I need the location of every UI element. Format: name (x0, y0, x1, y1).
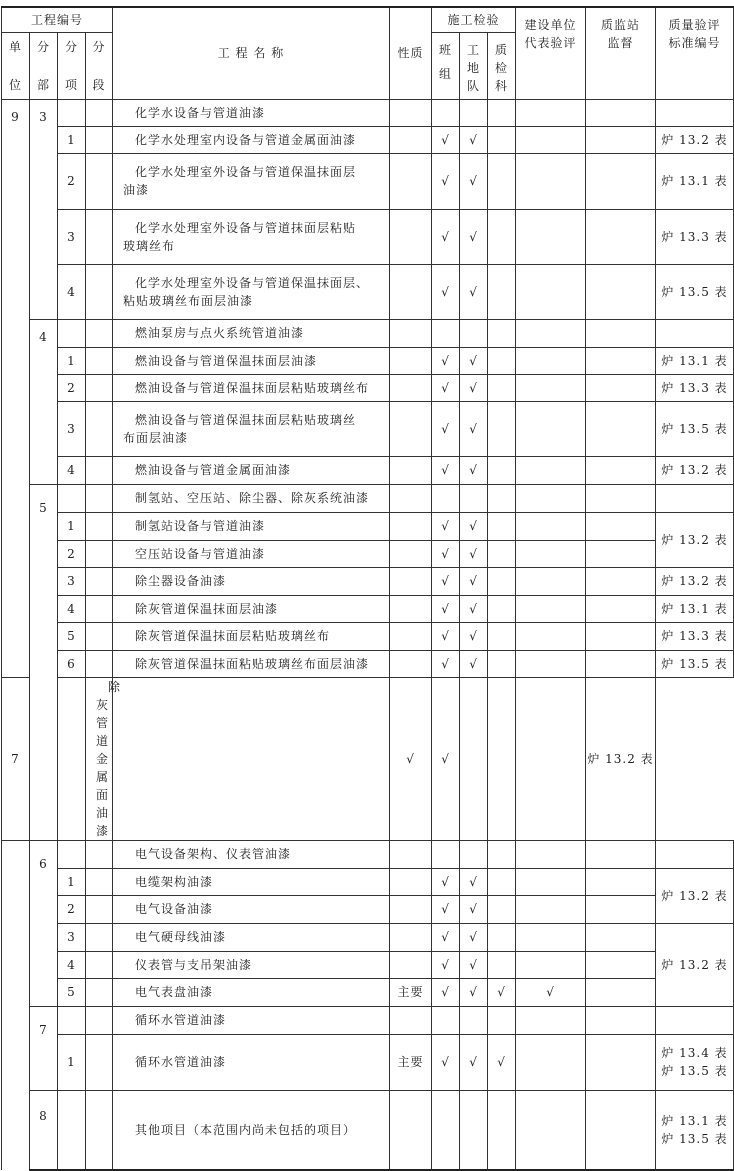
division-number: 4 (30, 319, 58, 484)
check-mark: √ (460, 951, 488, 978)
check-mark: √ (432, 895, 460, 923)
header-quality-dept: 质 检 科 (488, 32, 516, 99)
item-number: 5 (58, 622, 86, 650)
item-name: 空压站设备与管道油漆 (113, 540, 390, 567)
item-number: 4 (58, 595, 86, 622)
standard-number: 炉 13.3 表 (656, 209, 734, 264)
check-mark: √ (460, 868, 488, 895)
item-number: 6 (58, 650, 86, 677)
check-mark: √ (390, 677, 432, 840)
check-mark: √ (460, 1034, 488, 1090)
standard-number: 炉 13.2 表 (656, 567, 734, 595)
standard-number: 炉 13.2 表 (656, 512, 734, 567)
item-number: 5 (58, 978, 86, 1006)
division-number: 5 (30, 484, 58, 840)
item-name: 除灰管道保温抹面层油漆 (113, 595, 390, 622)
item-name: 仪表管与支吊架油漆 (113, 951, 390, 978)
item-name: 电气表盘油漆 (113, 978, 390, 1006)
item-number: 4 (58, 264, 86, 319)
item-name: 电缆架构油漆 (113, 868, 390, 895)
check-mark: √ (460, 540, 488, 567)
check-mark: √ (460, 209, 488, 264)
check-mark: √ (516, 978, 586, 1006)
header-division: 分 部 (30, 32, 58, 99)
check-mark: √ (432, 264, 460, 319)
header-project-name: 工 程 名 称 (113, 7, 390, 99)
check-mark: √ (460, 347, 488, 374)
check-mark: √ (488, 1034, 516, 1090)
header-item: 分 项 (58, 32, 86, 99)
check-mark: √ (432, 540, 460, 567)
header-standard-number: 质量验评 标准编号 (656, 7, 734, 99)
standard-number: 炉 13.2 表 (656, 456, 734, 484)
division-number: 7 (30, 1006, 58, 1090)
standard-number: 炉 13.2 表 (586, 677, 656, 840)
header-site-crew: 工 地 队 (460, 32, 488, 99)
division-number: 8 (30, 1090, 58, 1170)
check-mark: √ (460, 567, 488, 595)
standard-number: 炉 13.2 表 (656, 126, 734, 153)
item-name: 循环水管道油漆 (113, 1034, 390, 1090)
check-mark: √ (460, 374, 488, 401)
item-name: 除灰管道保温抹面层粘贴玻璃丝布 (113, 622, 390, 650)
check-mark: √ (460, 512, 488, 540)
check-mark: √ (432, 126, 460, 153)
check-mark: √ (460, 595, 488, 622)
check-mark: √ (460, 456, 488, 484)
check-mark: √ (460, 895, 488, 923)
header-unit: 单 位 (2, 32, 30, 99)
item-name: 除灰管道保温抹面粘贴玻璃丝布面层油漆 (113, 650, 390, 677)
item-name: 燃油设备与管道保温抹面层油漆 (113, 347, 390, 374)
item-number: 3 (58, 567, 86, 595)
check-mark: √ (432, 374, 460, 401)
unit-number: 9 (2, 99, 30, 677)
item-name: 燃油设备与管道金属面油漆 (113, 456, 390, 484)
check-mark: √ (460, 153, 488, 209)
item-number: 2 (58, 895, 86, 923)
check-mark: √ (488, 978, 516, 1006)
division-number: 6 (30, 840, 58, 1006)
check-mark: √ (432, 595, 460, 622)
standard-number: 炉 13.2 表 (656, 923, 734, 1006)
standard-number: 炉 13.3 表 (656, 622, 734, 650)
check-mark: √ (432, 567, 460, 595)
check-mark: √ (432, 401, 460, 456)
quality-standard-table (1, 6, 734, 1171)
item-number: 4 (58, 456, 86, 484)
check-mark: √ (432, 923, 460, 951)
header-owner-rep: 建设单位 代表验评 (516, 7, 586, 99)
group-title: 化学水设备与管道油漆 (113, 99, 390, 126)
group-title: 其他项目（本范围内尚未包括的项目） (113, 1090, 390, 1170)
standard-number: 炉 13.5 表 (656, 401, 734, 456)
item-name: 化学水处理室外设备与管道保温抹面层、 粘贴玻璃丝布面层油漆 (113, 264, 390, 319)
item-name: 燃油设备与管道保温抹面层粘贴玻璃丝 布面层油漆 (113, 401, 390, 456)
item-name: 化学水处理室外设备与管道抹面层粘贴 玻璃丝布 (113, 209, 390, 264)
item-name: 除灰管道金属面油漆 (86, 677, 113, 840)
nature-major: 主要 (390, 1034, 432, 1090)
check-mark: √ (460, 622, 488, 650)
header-team: 班 组 (432, 32, 460, 99)
check-mark: √ (432, 951, 460, 978)
item-name: 化学水处理室内设备与管道金属面油漆 (113, 126, 390, 153)
header-construction-inspection: 施工检验 (432, 7, 516, 32)
standard-number: 炉 13.3 表 (656, 374, 734, 401)
standard-number: 炉 13.4 表 炉 13.5 表 (656, 1034, 734, 1090)
group-title: 制氢站、空压站、除尘器、除灰系统油漆 (113, 484, 390, 512)
standard-number: 炉 13.1 表 炉 13.5 表 (656, 1090, 734, 1170)
item-number: 3 (58, 401, 86, 456)
nature-major: 主要 (390, 978, 432, 1006)
check-mark: √ (432, 347, 460, 374)
check-mark: √ (460, 650, 488, 677)
item-number: 1 (58, 1034, 86, 1090)
check-mark: √ (432, 1034, 460, 1090)
standard-number: 炉 13.1 表 (656, 153, 734, 209)
header-nature: 性质 (390, 7, 432, 99)
group-title: 循环水管道油漆 (113, 1006, 390, 1034)
item-name: 除尘器设备油漆 (113, 567, 390, 595)
check-mark: √ (432, 677, 460, 840)
check-mark: √ (432, 512, 460, 540)
standard-number: 炉 13.1 表 (656, 595, 734, 622)
item-number: 1 (58, 868, 86, 895)
check-mark: √ (432, 153, 460, 209)
standard-number: 炉 13.5 表 (656, 650, 734, 677)
item-name: 化学水处理室外设备与管道保温抹面层 油漆 (113, 153, 390, 209)
header-project-number: 工程编号 (2, 7, 113, 32)
item-number: 2 (58, 374, 86, 401)
division-number: 3 (30, 99, 58, 319)
check-mark: √ (460, 264, 488, 319)
item-number: 7 (2, 677, 30, 840)
standard-number: 炉 13.5 表 (656, 264, 734, 319)
header-supervision-station: 质监站 监督 (586, 7, 656, 99)
item-name: 电气硬母线油漆 (113, 923, 390, 951)
check-mark: √ (432, 650, 460, 677)
item-number: 4 (58, 951, 86, 978)
item-name: 制氢站设备与管道油漆 (113, 512, 390, 540)
check-mark: √ (432, 978, 460, 1006)
item-name: 燃油设备与管道保温抹面层粘贴玻璃丝布 (113, 374, 390, 401)
standard-number: 炉 13.2 表 (656, 868, 734, 923)
check-mark: √ (460, 401, 488, 456)
item-number: 2 (58, 153, 86, 209)
item-number: 1 (58, 126, 86, 153)
standard-number: 炉 13.1 表 (656, 347, 734, 374)
check-mark: √ (460, 978, 488, 1006)
check-mark: √ (432, 209, 460, 264)
item-number: 2 (58, 540, 86, 567)
check-mark: √ (460, 126, 488, 153)
check-mark: √ (432, 456, 460, 484)
header-section: 分 段 (86, 32, 113, 99)
item-number: 3 (58, 923, 86, 951)
check-mark: √ (432, 622, 460, 650)
check-mark: √ (460, 923, 488, 951)
item-number: 1 (58, 512, 86, 540)
group-title: 燃油泵房与点火系统管道油漆 (113, 319, 390, 347)
item-number: 1 (58, 347, 86, 374)
item-name: 电气设备油漆 (113, 895, 390, 923)
group-title: 电气设备架构、仪表管油漆 (113, 840, 390, 868)
item-number: 3 (58, 209, 86, 264)
check-mark: √ (432, 868, 460, 895)
